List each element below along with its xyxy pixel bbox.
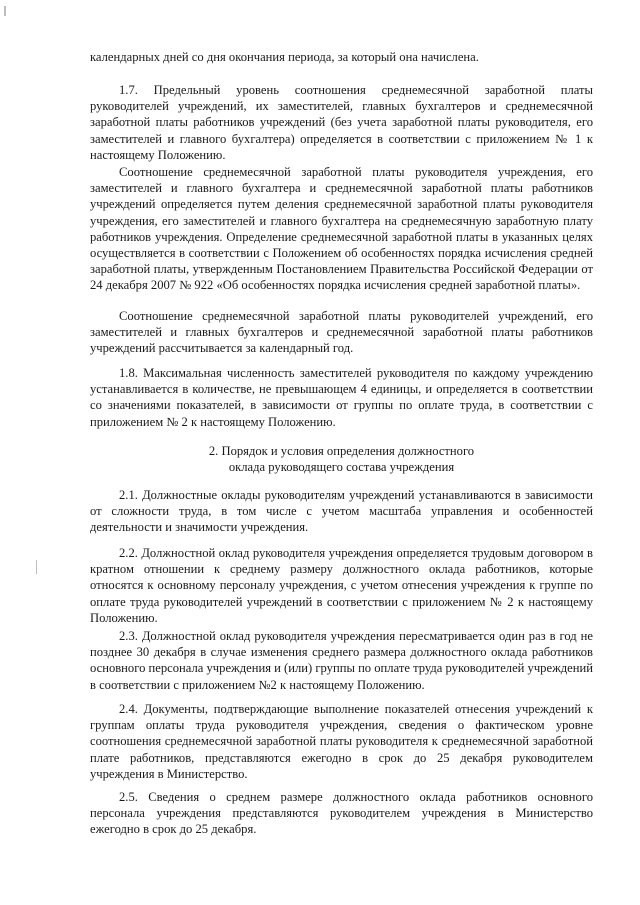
paragraph-2-4: 2.4. Документы, подтверждающие выполнение показателей отнесения учреждений к группам оплаты труда руководителя учреждения, сведения о фактическом уровне соотношения среднемесячной заработной платы руководителя к среднемесячной заработной плате работников, представляются ежегодно в срок до 25 декабря руководителем учреждения в Министерство. [90, 702, 593, 781]
paragraph-1-7: 1.7. Предельный уровень соотношения среднемесячной заработной платы руководителей учреждений, их заместителей, главных бухгалтеров и среднемесячной заработной платы работников учреждений (без учета заработной платы руководителя, его заместителей и главного бухгалтера) определяется в соответствии с приложением № 1 к настоящему Положению. [90, 83, 593, 162]
paragraph-ratio-period: Соотношение среднемесячной заработной платы руководителей учреждений, его заместителей и главных бухгалтеров и среднемесячной заработной платы работников учреждений рассчитывается за календарный год. [90, 309, 593, 356]
scan-artifact-top [4, 6, 6, 16]
paragraph-2-3: 2.3. Должностной оклад руководителя учреждения пересматривается один раз в год не позднее 30 декабря в случае изменения среднего размера должностного оклада работников основного персонала учреждения и (или) группы по оплате труда руководителей учреждений в соответствии с приложением №2 к настоящему Положению. [90, 629, 593, 692]
section-heading-line-1: 2. Порядок и условия определения должностного [208, 444, 475, 458]
paragraph-2-2: 2.2. Должностной оклад руководителя учреждения определяется трудовым договором в кратном отношении к среднему размеру должностного оклада работников, которые относятся к основному персоналу учреждения, с учетом отнесения учреждения к группе по оплате труда руководителей учреждений в соответствии с приложением № 2 к настоящему Положению. [90, 546, 593, 625]
scan-artifact-left [36, 560, 37, 574]
section-heading [90, 443, 593, 475]
paragraph-2-5: 2.5. Сведения о среднем размере должностного оклада работников основного персонала учреждения представляются руководителем учреждения в Министерство ежегодно в срок до 25 декабря. [90, 790, 593, 837]
paragraph-2-1: 2.1. Должностные оклады руководителям учреждений устанавливаются в зависимости от сложности труда, в том числе с учетом масштаба управления и особенностей деятельности и значимости учреждения. [90, 488, 593, 535]
paragraph-continuation: календарных дней со дня окончания периода, за который она начислена. [90, 50, 479, 64]
paragraph-ratio-definition: Соотношение среднемесячной заработной платы руководителя учреждения, его заместителей и главного бухгалтера и среднемесячной заработной платы работников учреждений определяется путем деления среднемесячной заработной платы руководителя учреждения, его заместителей и главного бухгалтера на среднемесячную заработную плату работников учреждения. Определение среднемесячной заработной платы в указанных целях осуществляется в соответствии с Положением об особенностях порядка исчисления средней заработной платы, утвержденным Постановлением Правительства Российской Федерации от 24 декабря 2007 № 922 «Об особенностях порядка исчисления средней заработной платы». [90, 165, 593, 293]
paragraph-1-8: 1.8. Максимальная численность заместителей руководителя по каждому учреждению устанавливается в количестве, не превышающем 4 единицы, и определяется в соответствии со значениями показателей, в зависимости от группы по оплате труда, в соответствии с приложением № 2 к настоящему Положению. [90, 366, 593, 429]
section-heading-line-2: оклада руководящего состава учреждения [228, 460, 455, 475]
